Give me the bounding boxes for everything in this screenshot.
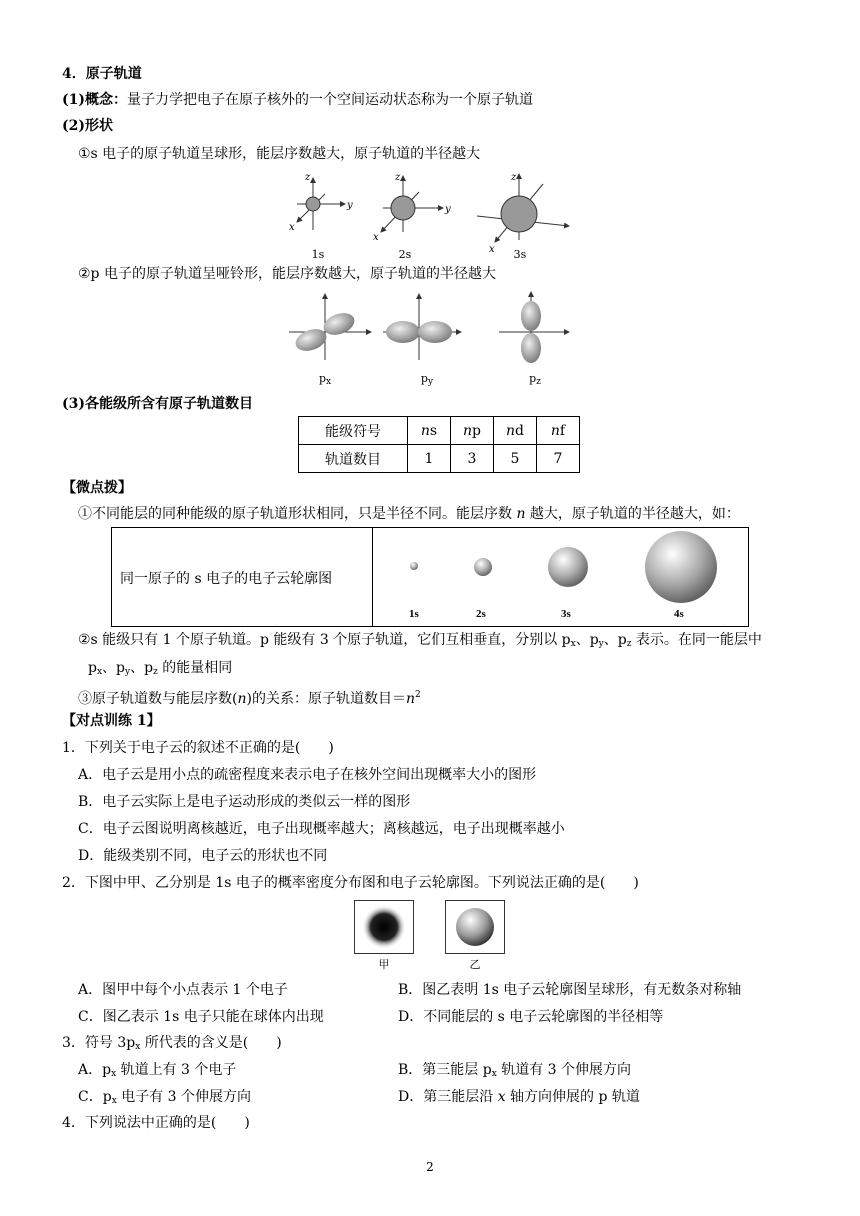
cloud-label-3s: 3s <box>561 608 571 620</box>
table-row <box>299 445 580 473</box>
q2-option-c: C．图乙表示 1s 电子只能在球体内出现 <box>78 1009 324 1025</box>
q4-stem: 4．下列说法中正确的是( ) <box>62 1115 250 1131</box>
cloud-3s <box>548 547 588 587</box>
label-2s: 2s <box>398 248 412 261</box>
table-row <box>299 417 580 445</box>
label-px: $p_x$ <box>318 372 332 387</box>
table-cell: np <box>451 417 494 445</box>
s-orbital-desc: ①s 电子的原子轨道呈球形，能层序数越大，原子轨道的半径越大 <box>78 146 481 162</box>
table-cell: 3 <box>451 445 494 473</box>
table-cell: ns <box>408 417 451 445</box>
box-divider <box>372 528 373 626</box>
table-cell: 5 <box>494 445 537 473</box>
q3-option-d: D．第三能层沿 x 轴方向伸展的 p 轨道 <box>398 1089 640 1105</box>
table-head-count: 轨道数目 <box>299 445 408 473</box>
q2-option-a: A．图甲中每个小点表示 1 个电子 <box>78 982 288 998</box>
concept-line <box>62 90 533 110</box>
concept-label: (1)概念： <box>62 92 127 108</box>
cloud-1s <box>410 562 418 570</box>
tip2-line1: ②s 能级只有 1 个原子轨道。p 能级有 3 个原子轨道，它们互相垂直，分别以 $p_x$、$p_y$、$p_z$ 表示。在同一能层中 <box>78 632 762 649</box>
q2-option-b: B．图乙表明 1s 电子云轮廓图呈球形，有无数条对称轴 <box>398 982 742 998</box>
page-number: 2 <box>426 1160 434 1174</box>
cloud-label-2s: 2s <box>476 608 486 620</box>
label-3s: 3s <box>513 248 527 261</box>
tip2-line2: $p_x$、$p_y$、$p_z$ 的能量相同 <box>88 660 233 677</box>
cloud-label-1s: 1s <box>409 608 419 620</box>
q2-option-d: D．不同能层的 s 电子云轮廓图的半径相等 <box>398 1009 664 1025</box>
fig-yi-label: 乙 <box>469 958 481 971</box>
s1-z: z <box>305 172 311 183</box>
fig-yi-frame <box>445 900 505 954</box>
q3-option-c: C．$p_x$ 电子有 3 个伸展方向 <box>78 1089 252 1106</box>
label-1s: 1s <box>311 248 325 261</box>
table-cell: 7 <box>537 445 580 473</box>
s3-x: x <box>489 244 495 255</box>
orbital-1s <box>297 178 345 230</box>
orbital-3s <box>477 174 569 242</box>
table-head-level: 能级符号 <box>299 417 408 445</box>
s2-x: x <box>373 232 379 243</box>
cloud-2s <box>474 558 492 576</box>
train-title: 【对点训练 1】 <box>62 713 161 729</box>
table-cell: 1 <box>408 445 451 473</box>
concept-text: 量子力学把电子在原子核外的一个空间运动状态称为一个原子轨道 <box>127 92 533 108</box>
cloud-comparison-box <box>111 527 749 627</box>
q3-option-a: A．$p_x$ 轨道上有 3 个电子 <box>78 1062 237 1079</box>
q1-option-d: D．能级类别不同，电子云的形状也不同 <box>78 848 328 864</box>
q1-stem: 1．下列关于电子云的叙述不正确的是( ) <box>62 740 334 756</box>
tip-title: 【微点拨】 <box>62 480 132 496</box>
tip3: ③原子轨道数与能层序数(n)的关系：原子轨道数目$=n^2$ <box>78 690 421 707</box>
orbit-count-label: (3)各能级所含有原子轨道数目 <box>62 396 253 412</box>
q1-option-b: B．电子云实际上是电子运动形成的类似云一样的图形 <box>78 794 411 810</box>
fig-jia-label: 甲 <box>378 958 390 971</box>
table-cell: nd <box>494 417 537 445</box>
orbital-px <box>289 294 371 360</box>
cloud-4s <box>645 531 717 603</box>
tip1: ①不同能层的同种能级的原子轨道形状相同，只是半径不同。能层序数 n 越大，原子轨道的半径越大，如： <box>78 506 740 522</box>
q3-stem: 3．符号 $3p_x$ 所代表的含义是( ) <box>62 1035 282 1052</box>
q1-option-a: A．电子云是用小点的疏密程度来表示电子在核外空间出现概率大小的图形 <box>78 767 537 783</box>
s1-x: x <box>289 222 295 233</box>
s1-y: y <box>347 200 353 211</box>
p-orbital-figures <box>285 290 575 368</box>
label-py: $p_y$ <box>420 372 434 387</box>
orbital-count-table <box>298 416 580 473</box>
q1-option-c: C．电子云图说明离核越近，电子出现概率越大；离核越远，电子出现概率越小 <box>78 821 565 837</box>
section-title: 4．原子轨道 <box>62 66 142 82</box>
q3-option-b: B．第三能层 $p_x$ 轨道有 3 个伸展方向 <box>398 1062 632 1079</box>
p-orbital-desc: ②p 电子的原子轨道呈哑铃形，能层序数越大，原子轨道的半径越大 <box>78 266 496 282</box>
probability-density-figure <box>355 901 413 953</box>
q2-stem: 2．下图中甲、乙分别是 1s 电子的概率密度分布图和电子云轮廓图。下列说法正确的是( ) <box>62 875 639 891</box>
orbital-py <box>383 294 461 360</box>
cloud-label-4s: 4s <box>674 608 684 620</box>
s2-y: y <box>445 204 451 215</box>
label-pz: $p_z$ <box>529 372 541 387</box>
s3-z: z <box>511 172 517 183</box>
fig-jia-frame <box>354 900 414 954</box>
orbital-pz <box>499 292 569 363</box>
shape-label: (2)形状 <box>62 118 113 134</box>
cloud-box-label: 同一原子的 s 电子的电子云轮廓图 <box>120 571 333 587</box>
table-cell: nf <box>537 417 580 445</box>
cloud-contour-figure <box>446 901 504 953</box>
s2-z: z <box>395 172 401 183</box>
orbital-2s <box>381 176 443 232</box>
